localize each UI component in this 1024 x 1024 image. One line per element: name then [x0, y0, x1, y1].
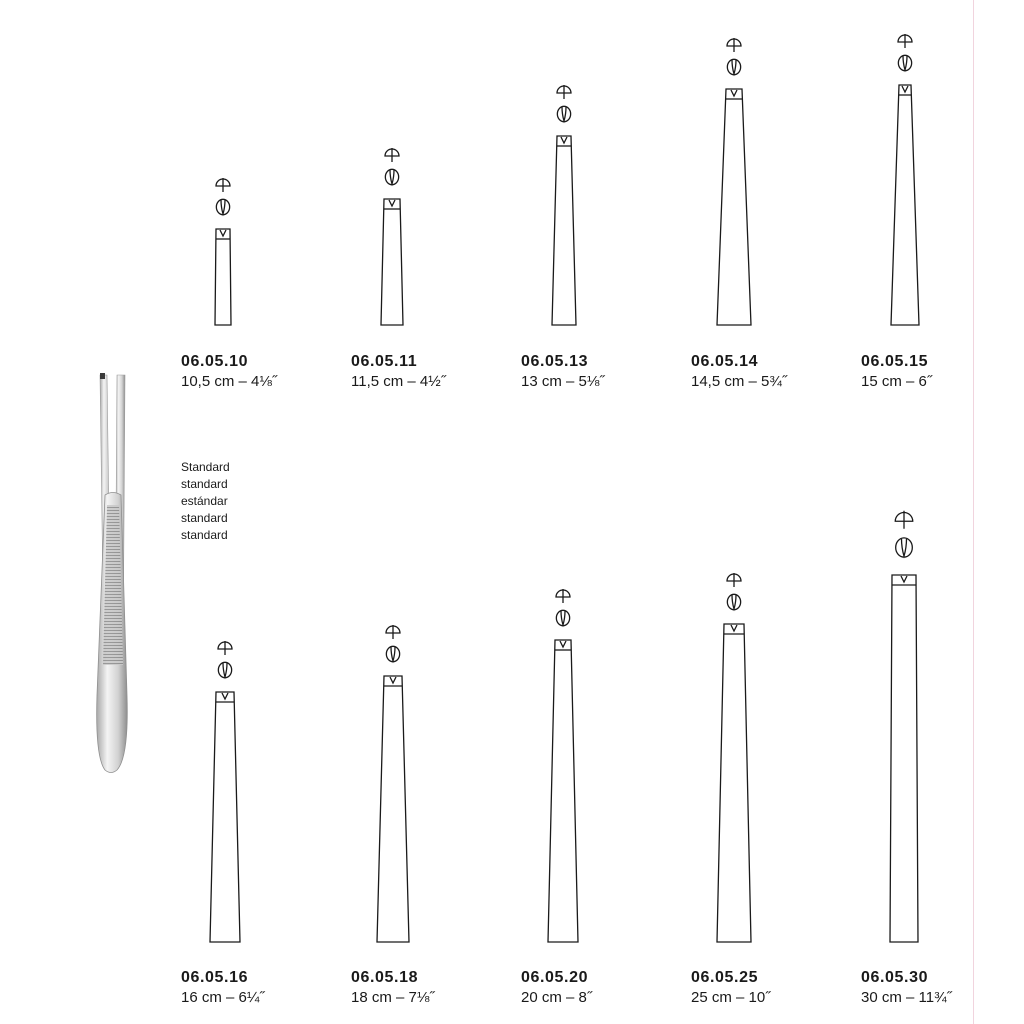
product-label — [861, 969, 1021, 1007]
product-code: 06.05.16 — [181, 969, 249, 986]
product-code: 06.05.14 — [691, 353, 759, 370]
product-code: 06.05.13 — [521, 353, 589, 370]
product-size: 13 cm – 5⅛˝ — [521, 373, 605, 391]
variant-name: standard — [181, 528, 228, 542]
product-label — [861, 353, 1021, 391]
forceps-image — [85, 365, 155, 780]
product-label — [691, 969, 851, 1007]
product-code: 06.05.10 — [181, 353, 249, 370]
variant-name: standard — [181, 477, 228, 491]
product-size: 20 cm – 8˝ — [521, 989, 592, 1007]
product-label — [521, 353, 681, 391]
product-size: 10,5 cm – 4⅛˝ — [181, 373, 277, 391]
variant-name-list — [181, 459, 230, 544]
product-size: 11,5 cm – 4½˝ — [351, 373, 446, 391]
product-label — [351, 353, 511, 391]
tip-drawing — [717, 573, 751, 942]
tip-drawing — [552, 85, 576, 325]
product-size: 16 cm – 6¼˝ — [181, 989, 265, 1007]
tip-drawing — [215, 178, 231, 325]
variant-name: estándar — [181, 494, 228, 508]
product-size: 15 cm – 6˝ — [861, 373, 932, 391]
product-label — [181, 353, 341, 391]
product-size: 14,5 cm – 5¾˝ — [691, 373, 787, 391]
tip-drawing — [210, 641, 240, 942]
product-code: 06.05.11 — [351, 353, 418, 370]
tip-drawing — [381, 148, 403, 325]
product-label — [181, 969, 341, 1007]
tip-drawing — [548, 589, 578, 942]
product-size: 30 cm – 11¾˝ — [861, 989, 952, 1007]
product-size: 25 cm – 10˝ — [691, 989, 771, 1007]
product-label — [521, 969, 681, 1007]
tip-drawing — [377, 625, 409, 942]
product-code: 06.05.25 — [691, 969, 759, 986]
variant-name: standard — [181, 511, 228, 525]
product-code: 06.05.20 — [521, 969, 589, 986]
product-code: 06.05.30 — [861, 969, 929, 986]
tip-drawing — [717, 38, 751, 325]
tip-drawing — [891, 34, 919, 325]
product-label — [351, 969, 511, 1007]
product-code: 06.05.15 — [861, 353, 929, 370]
product-size: 18 cm – 7⅛˝ — [351, 989, 435, 1007]
product-label — [691, 353, 851, 391]
product-code: 06.05.18 — [351, 969, 419, 986]
tip-drawing — [890, 511, 918, 942]
variant-name: Standard — [181, 460, 230, 474]
